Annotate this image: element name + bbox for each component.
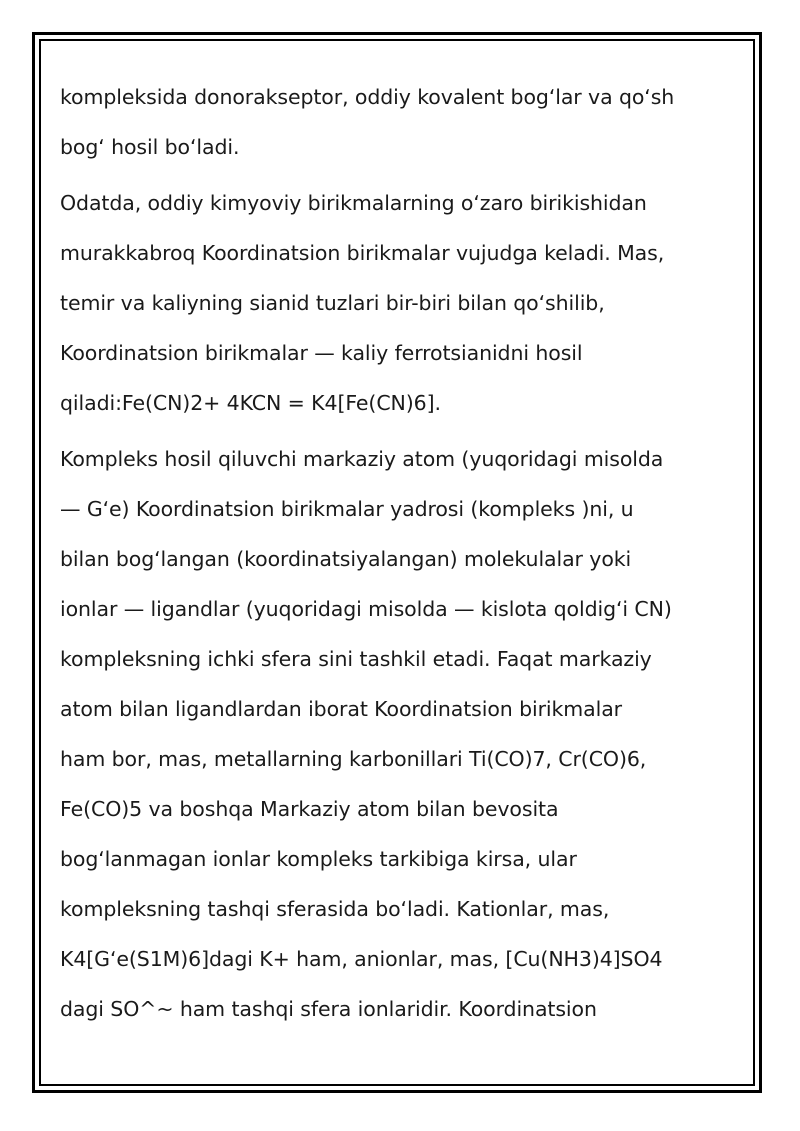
text-line: K4[Gʻe(S1M)6]dagi K+ ham, anionlar, mas, [Cu(NH3)4]SO4 — [60, 947, 663, 971]
document-body — [60, 72, 750, 1034]
text-line: ionlar — ligandlar (yuqoridagi misolda — kislota qoldigʻi CN) — [60, 597, 672, 621]
text-line: Fe(CO)5 va boshqa Markaziy atom bilan bevosita — [60, 797, 559, 821]
text-line: kompleksida donorakseptor, oddiy kovalent bogʻlar va qoʻsh — [60, 85, 675, 109]
text-line: dagi SO^~ ham tashqi sfera ionlaridir. Koordinatsion — [60, 997, 597, 1021]
text-line: — Gʻe) Koordinatsion birikmalar yadrosi (kompleks )ni, u — [60, 497, 634, 521]
text-line: bogʻlanmagan ionlar kompleks tarkibiga kirsa, ular — [60, 847, 577, 871]
text-line: bogʻ hosil boʻladi. — [60, 135, 240, 159]
text-line: Kompleks hosil qiluvchi markaziy atom (yuqoridagi misolda — [60, 447, 664, 471]
text-line: qiladi:Fe(CN)2+ 4KCN = K4[Fe(CN)6]. — [60, 391, 441, 415]
text-line: kompleksning tashqi sferasida boʻladi. Kationlar, mas, — [60, 897, 610, 921]
text-line: kompleksning ichki sfera sini tashkil etadi. Faqat markaziy — [60, 647, 652, 671]
text-line: temir va kaliyning sianid tuzlari bir-biri bilan qoʻshilib, — [60, 291, 605, 315]
text-line: murakkabroq Koordinatsion birikmalar vujudga keladi. Mas, — [60, 241, 665, 265]
text-line: bilan bogʻlangan (koordinatsiyalangan) molekulalar yoki — [60, 547, 632, 571]
text-line: Koordinatsion birikmalar — kaliy ferrotsianidni hosil — [60, 341, 583, 365]
text-line: Odatda, oddiy kimyoviy birikmalarning oʻzaro birikishidan — [60, 191, 647, 215]
text-line: ham bor, mas, metallarning karbonillari Ti(CO)7, Cr(CO)6, — [60, 747, 647, 771]
text-line: atom bilan ligandlardan iborat Koordinatsion birikmalar — [60, 697, 623, 721]
